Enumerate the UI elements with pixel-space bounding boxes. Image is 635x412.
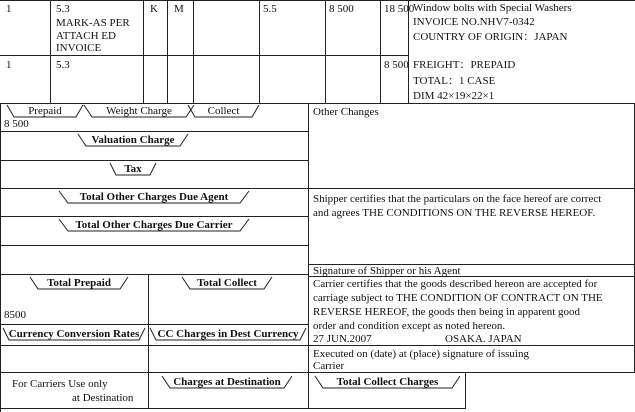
carrier-certification: order and condition except as noted hereon.: [313, 320, 506, 332]
tax-tab: [110, 163, 156, 175]
carrier-certification: Carrier certifies that the goods described hereon are accepted for: [313, 278, 598, 290]
carrier-certification: carriage subject to THE CONDITION OF CONTRACT ON THE: [313, 292, 603, 304]
shipper-signature-label: Signature of Shipper or his Agent: [313, 265, 461, 277]
top-border: [0, 0, 635, 1]
valuation-charge-label: Valuation Charge: [91, 134, 175, 146]
other-charges-agent-tab: [59, 191, 249, 203]
gross-weight-value: 5.3: [56, 3, 70, 15]
shipper-certification: Shipper certifies that the particulars on the face hereof are correct: [313, 193, 602, 205]
row-divider: [308, 345, 635, 346]
other-charges-agent-label: Total Other Charges Due Agent: [79, 191, 229, 203]
executed-label: Carrier: [313, 360, 345, 372]
col-divider: [193, 0, 194, 103]
weight-charge-prepaid-value: 8 500: [4, 118, 29, 130]
total-value: 8 500: [384, 59, 409, 71]
goods-description-line: TOTAL：1 CASE: [413, 75, 496, 87]
total-collect-charges-tab: [315, 376, 460, 388]
col-divider: [259, 0, 260, 103]
bottom-border: [0, 408, 465, 409]
cc-charges-label: CC Charges in Dest Currency: [157, 328, 299, 340]
charges-destination-label: Charges at Destination: [173, 376, 281, 388]
other-charges-carrier-label: Total Other Charges Due Carrier: [75, 219, 233, 231]
row-divider: [0, 274, 308, 275]
total-collect-charges-border: [465, 372, 466, 409]
pieces-value: 1: [6, 59, 12, 71]
carrier-certification: REVERSE HEREOF, the goods then being in apparent good: [313, 306, 581, 318]
total-prepaid-value: 8500: [4, 309, 26, 321]
gross-weight-value: 5.3: [56, 59, 70, 71]
col-divider: [143, 0, 144, 103]
col-divider: [50, 0, 51, 103]
other-charges-label: Other Changes: [313, 106, 379, 118]
currency-rates-label: Currency Conversion Rates: [8, 328, 140, 340]
execution-place: OSAKA. JAPAN: [445, 333, 522, 345]
left-border: [0, 103, 1, 412]
charges-divider: [308, 103, 309, 409]
weight-charge-label: Weight Charge: [106, 105, 172, 117]
rate-class-value: M: [174, 3, 184, 15]
executed-label: Executed on (date) at (place) signature of issuing: [313, 348, 529, 360]
goods-description-line: INVOICE NO.NHV7-0342: [413, 16, 535, 28]
row-divider: [0, 55, 408, 56]
row-divider: [308, 372, 635, 373]
total-value: 18 500: [384, 3, 415, 15]
row-divider: [0, 160, 308, 161]
carriers-use-label: For Carriers Use only: [12, 378, 108, 390]
row-divider: [0, 345, 308, 346]
collect-tab: [188, 105, 259, 117]
other-charges-carrier-tab: [59, 219, 249, 231]
marks-line: ATTACH ED: [56, 30, 116, 42]
chargeable-weight-value: 5.5: [263, 3, 277, 15]
charges-destination-tab: [162, 376, 292, 388]
marks-line: INVOICE: [56, 42, 102, 54]
row-divider: [0, 372, 308, 373]
weight-charge-tab: [84, 105, 194, 117]
currency-rates-tab: [3, 328, 145, 340]
prepaid-collect-divider: [148, 274, 149, 409]
marks-line: MARK-AS PER: [56, 17, 130, 29]
kg-value: K: [150, 3, 158, 15]
goods-description-line: DIM 42×19×22×1: [413, 90, 495, 102]
rate-value: 8 500: [329, 3, 354, 15]
row-divider: [0, 324, 308, 325]
row-divider: [0, 131, 308, 132]
total-collect-label: Total Collect: [197, 277, 257, 289]
execution-date: 27 JUN.2007: [313, 333, 372, 345]
total-collect-tab: [182, 277, 272, 289]
col-divider: [380, 0, 381, 103]
row-divider: [0, 216, 308, 217]
row-divider: [0, 245, 308, 246]
total-prepaid-label: Total Prepaid: [47, 277, 111, 289]
table-bottom-border: [0, 103, 635, 104]
valuation-charge-tab: [78, 134, 188, 146]
total-collect-charges-label: Total Collect Charges: [336, 376, 439, 388]
col-divider: [325, 0, 326, 103]
tax-label: Tax: [124, 163, 142, 175]
shipper-certification: and agrees THE CONDITIONS ON THE REVERSE HEREOF.: [313, 207, 596, 219]
prepaid-tab: [7, 105, 83, 117]
total-prepaid-tab: [30, 277, 128, 289]
goods-description-line: Window bolts with Special Washers: [413, 2, 572, 14]
prepaid-label: Prepaid: [28, 105, 62, 117]
row-divider: [0, 188, 308, 189]
row-divider: [308, 188, 635, 189]
pieces-value: 1: [6, 3, 12, 15]
carriers-use-label: at Destination: [72, 392, 134, 404]
cc-charges-tab: [150, 328, 306, 340]
collect-label: Collect: [207, 105, 240, 117]
col-divider: [408, 0, 409, 103]
goods-description-line: COUNTRY OF ORIGIN：JAPAN: [413, 31, 568, 43]
goods-description-line: FREIGHT：PREPAID: [413, 59, 516, 71]
col-divider: [167, 0, 168, 103]
